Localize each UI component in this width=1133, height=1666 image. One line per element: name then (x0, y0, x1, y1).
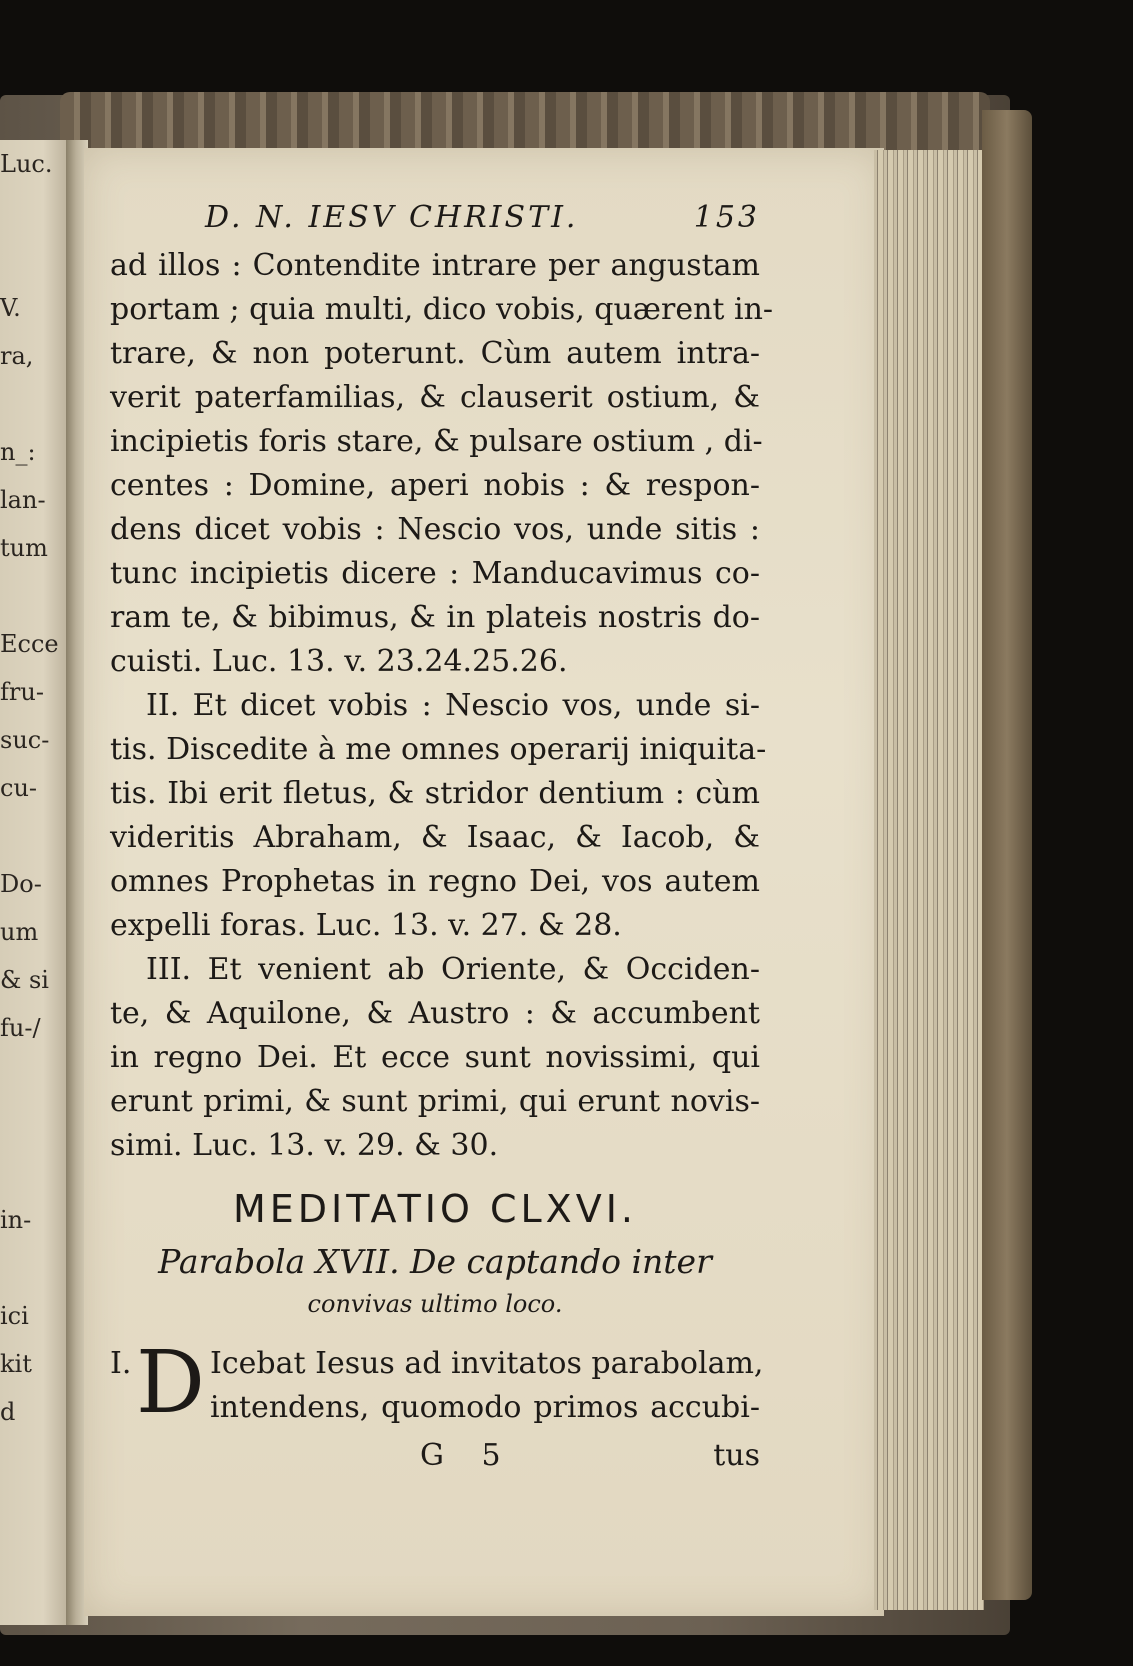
running-head (110, 200, 760, 244)
book-top-edge (60, 92, 990, 152)
text-line: ram te, & bibimus, & in plateis nostris do- (110, 600, 760, 635)
catchword: tus (713, 1438, 760, 1473)
meditation-heading: MEDITATIO CLXVI. (233, 1187, 637, 1231)
running-head-title: D. N. IESV CHRISTI. (205, 200, 579, 235)
left-margin-fragment: um (0, 918, 39, 946)
left-margin-fragment: lan- (0, 486, 46, 514)
page-text-block (110, 200, 774, 1478)
paragraph-1 (110, 244, 774, 684)
left-margin-fragment: ici (0, 1302, 29, 1330)
text-line: intendens, quomodo primos accubi- (210, 1390, 760, 1425)
paragraph-2 (110, 684, 767, 948)
left-margin-fragment: ra, (0, 342, 34, 370)
text-line: in regno Dei. Et ecce sunt novissimi, qui (110, 1040, 760, 1075)
signature-mark: G 5 (420, 1438, 515, 1473)
left-margin-fragment: Do- (0, 870, 42, 898)
page-footer (110, 1434, 760, 1478)
text-line: ad illos : Contendite intrare per angustam (110, 248, 760, 283)
left-margin-fragment (0, 188, 72, 236)
page-number: 153 (693, 200, 760, 235)
text-line: III. Et venient ab Oriente, & Occiden- (146, 952, 760, 987)
book-cover-right (982, 110, 1032, 1600)
left-margin-fragment (0, 572, 72, 620)
parable-title: Parabola XVII. De captando inter (158, 1242, 712, 1281)
paragraph-3 (110, 948, 760, 1168)
left-margin-fragment: in- (0, 1206, 32, 1234)
text-line: dens dicet vobis : Nescio vos, unde sitis : (110, 512, 760, 547)
parable-subtitle: convivas ultimo loco. (307, 1290, 563, 1318)
left-margin-fragment: & si (0, 966, 49, 994)
left-margin-fragment (0, 380, 72, 428)
text-line: verit paterfamilias, & clauserit ostium, & (110, 380, 760, 415)
left-margin-fragment: d (0, 1398, 16, 1426)
left-margin-fragment (0, 1052, 72, 1100)
left-margin-fragment: fru- (0, 678, 44, 706)
left-margin-fragment (0, 1244, 72, 1292)
text-line: te, & Aquilone, & Austro : & accumbent (110, 996, 760, 1031)
left-margin-fragment: n_: (0, 438, 36, 466)
left-margin-fragment: suc- (0, 726, 50, 754)
left-margin-fragment: tum (0, 534, 48, 562)
left-margin-fragment (0, 1100, 72, 1148)
left-margin-fragment: fu-/ (0, 1014, 41, 1042)
text-line: tunc incipietis dicere : Manducavimus co- (110, 556, 760, 591)
text-line: incipietis foris stare, & pulsare ostium , di- (110, 424, 763, 459)
left-margin-fragment: kit (0, 1350, 32, 1378)
left-margin-fragment: V. (0, 294, 21, 322)
paragraph-number: I. (110, 1346, 132, 1381)
text-line: tis. Discedite à me omnes operarij iniquita- (110, 732, 767, 767)
left-margin-fragment (0, 236, 72, 284)
left-margin-fragment: Luc. (0, 150, 53, 178)
paragraph-4 (110, 1333, 764, 1434)
text-line: Icebat Iesus ad invitatos parabolam, (210, 1346, 764, 1381)
text-line: erunt primi, & sunt primi, qui erunt novis- (110, 1084, 760, 1119)
text-line: simi. Luc. 13. v. 29. & 30. (110, 1128, 499, 1163)
left-margin-fragment (0, 812, 72, 860)
text-line: cuisti. Luc. 13. v. 23.24.25.26. (110, 644, 568, 679)
left-margin-fragment: cu- (0, 774, 38, 802)
left-margin-fragments (0, 140, 72, 1436)
text-line: videritis Abraham, & Isaac, & Iacob, & (110, 820, 760, 855)
text-line: trare, & non poterunt. Cùm autem intra- (110, 336, 760, 371)
text-line: omnes Prophetas in regno Dei, vos autem (110, 864, 760, 899)
text-line: tis. Ibi erit fletus, & stridor dentium : cùm (110, 776, 760, 811)
text-line: II. Et dicet vobis : Nescio vos, unde si- (146, 688, 760, 723)
text-line: centes : Domine, aperi nobis : & respon- (110, 468, 760, 503)
paragraph-4-lines (210, 1342, 764, 1430)
left-margin-fragment: Ecce (0, 630, 59, 658)
page-leaves-edge (874, 150, 984, 1610)
left-margin-fragment (0, 1148, 72, 1196)
text-line: expelli foras. Luc. 13. v. 27. & 28. (110, 908, 622, 943)
text-line: portam ; quia multi, dico vobis, quærent in- (110, 292, 774, 327)
drop-cap: D (136, 1333, 205, 1433)
